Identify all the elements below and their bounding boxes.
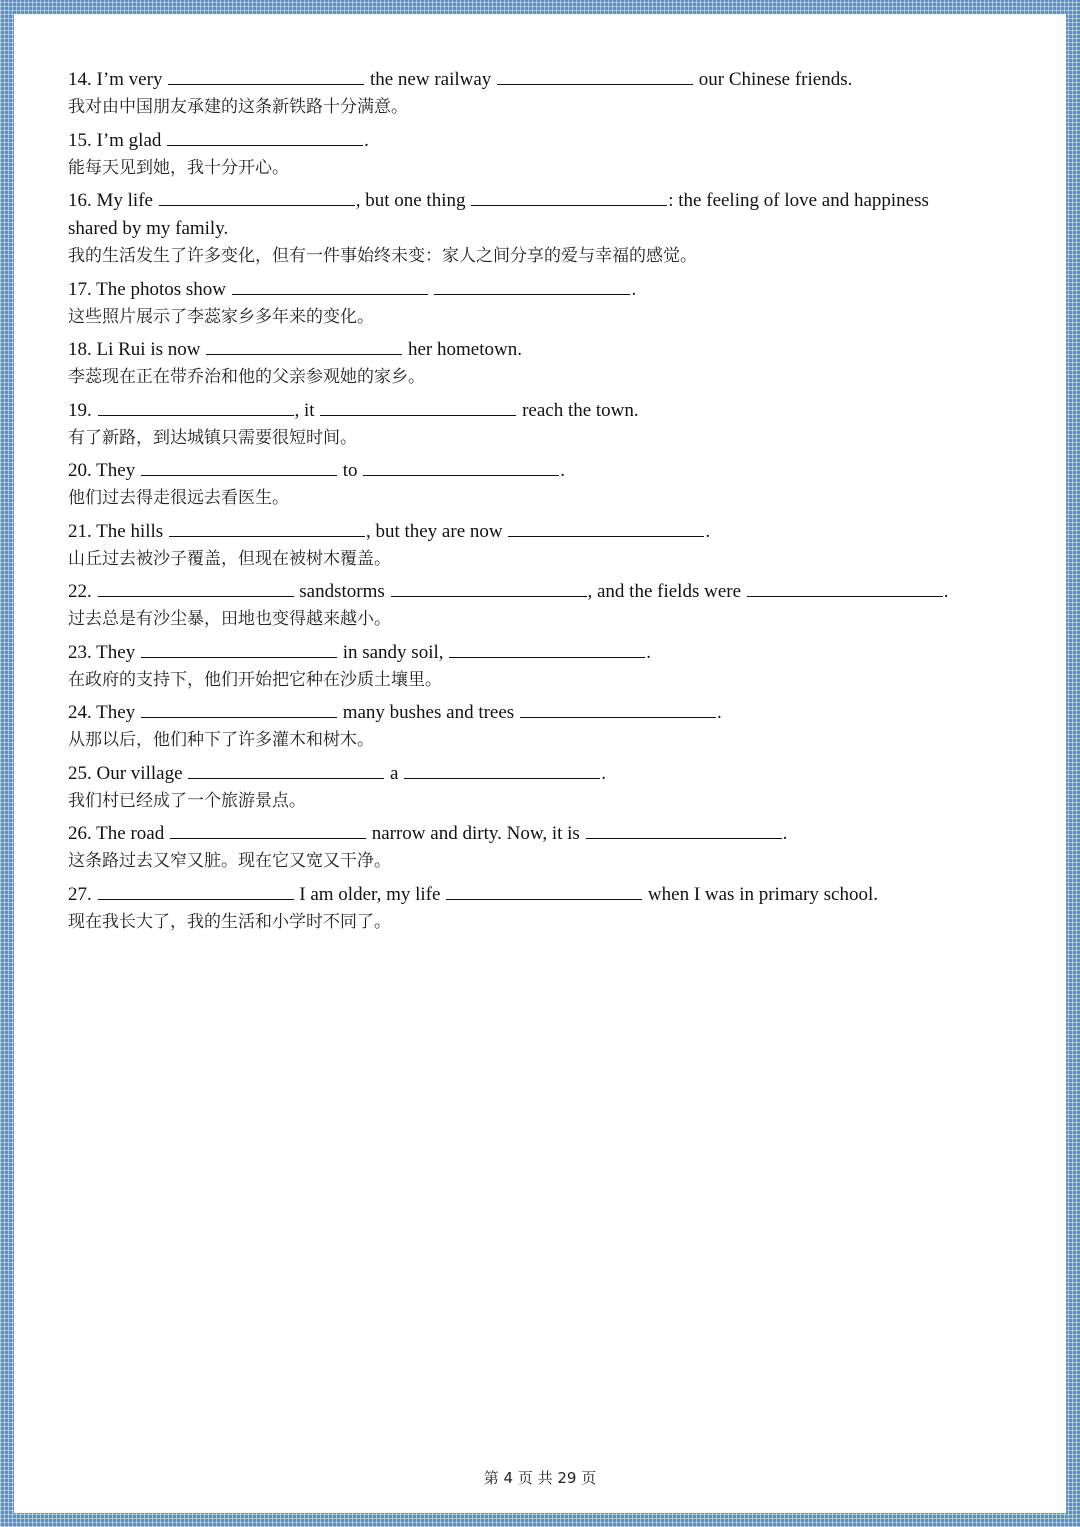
question-19 — [68, 397, 968, 451]
answer-blank[interactable] — [98, 881, 294, 900]
english-sentence: 14. I’m very the new railway our Chinese friends. — [68, 66, 968, 94]
answer-blank[interactable] — [159, 187, 355, 206]
answer-blank[interactable] — [141, 639, 337, 658]
answer-blank[interactable] — [449, 639, 645, 658]
english-sentence: 27. I am older, my life when I was in primary school. — [68, 881, 968, 909]
chinese-translation: 这些照片展示了李蕊家乡多年来的变化。 — [68, 306, 374, 327]
chinese-translation: 李蕊现在正在带乔治和他的父亲参观她的家乡。 — [68, 367, 425, 387]
english-sentence: 23. They in sandy soil, . — [68, 639, 968, 667]
chinese-translation: 山丘过去被沙子覆盖，但现在被树木覆盖。 — [68, 548, 391, 569]
english-sentence: 20. They to . — [68, 457, 968, 485]
answer-blank[interactable] — [206, 336, 402, 355]
chinese-translation: 现在我长大了，我的生活和小学时不同了。 — [68, 911, 391, 932]
answer-blank[interactable] — [141, 457, 337, 476]
chinese-translation: 这条路过去又窄又脏。现在它又宽又干净。 — [68, 851, 391, 871]
question-17 — [68, 276, 968, 330]
answer-blank[interactable] — [508, 518, 704, 537]
question-21 — [68, 518, 968, 572]
answer-blank[interactable] — [320, 397, 516, 416]
answer-blank[interactable] — [167, 127, 363, 146]
english-sentence: 22. sandstorms , and the fields were . — [68, 578, 968, 606]
question-27 — [68, 881, 968, 935]
english-sentence: 17. The photos show . — [68, 276, 968, 304]
english-sentence: 18. Li Rui is now her hometown. — [68, 336, 968, 364]
chinese-translation: 我的生活发生了许多变化，但有一件事始终未变：家人之间分享的爱与幸福的感觉。 — [68, 246, 697, 266]
answer-blank[interactable] — [232, 276, 428, 295]
question-24 — [68, 699, 968, 753]
question-22 — [68, 578, 968, 632]
answer-blank[interactable] — [404, 760, 600, 779]
answer-blank[interactable] — [520, 699, 716, 718]
answer-blank[interactable] — [170, 820, 366, 839]
answer-blank[interactable] — [188, 760, 384, 779]
answer-blank[interactable] — [141, 699, 337, 718]
answer-blank[interactable] — [169, 518, 365, 537]
chinese-translation: 有了新路，到达城镇只需要很短时间。 — [68, 427, 357, 448]
exercise-list — [68, 66, 968, 941]
chinese-translation: 在政府的支持下，他们开始把它种在沙质土壤里。 — [68, 669, 442, 690]
answer-blank[interactable] — [446, 881, 642, 900]
chinese-translation: 我对由中国朋友承建的这条新铁路十分满意。 — [68, 97, 408, 117]
answer-blank[interactable] — [98, 397, 294, 416]
answer-blank[interactable] — [497, 66, 693, 85]
question-23 — [68, 639, 968, 693]
english-sentence: 25. Our village a . — [68, 760, 968, 788]
answer-blank[interactable] — [586, 820, 782, 839]
question-18 — [68, 336, 968, 390]
english-sentence: 21. The hills , but they are now . — [68, 518, 968, 546]
answer-blank[interactable] — [434, 276, 630, 295]
answer-blank[interactable] — [471, 187, 667, 206]
question-26 — [68, 820, 968, 874]
question-20 — [68, 457, 968, 511]
english-sentence: 26. The road narrow and dirty. Now, it is . — [68, 820, 968, 848]
question-16 — [68, 187, 968, 269]
chinese-translation: 他们过去得走很远去看医生。 — [68, 488, 289, 508]
question-25 — [68, 760, 968, 814]
chinese-translation: 能每天见到她，我十分开心。 — [68, 157, 289, 178]
english-sentence: 15. I’m glad . — [68, 127, 968, 155]
answer-blank[interactable] — [391, 578, 587, 597]
chinese-translation: 我们村已经成了一个旅游景点。 — [68, 790, 306, 811]
chinese-translation: 从那以后，他们种下了许多灌木和树木。 — [68, 730, 374, 750]
english-sentence: 16. My life , but one thing : the feeling of love and happiness shared by my family. — [68, 187, 968, 243]
answer-blank[interactable] — [98, 578, 294, 597]
english-sentence: 19. , it reach the town. — [68, 397, 968, 425]
answer-blank[interactable] — [747, 578, 943, 597]
answer-blank[interactable] — [363, 457, 559, 476]
chinese-translation: 过去总是有沙尘暴，田地也变得越来越小。 — [68, 609, 391, 629]
question-14 — [68, 66, 968, 120]
answer-blank[interactable] — [168, 66, 364, 85]
english-sentence: 24. They many bushes and trees . — [68, 699, 968, 727]
page-number-footer: 第 4 页 共 29 页 — [483, 1469, 597, 1487]
question-15 — [68, 127, 968, 181]
